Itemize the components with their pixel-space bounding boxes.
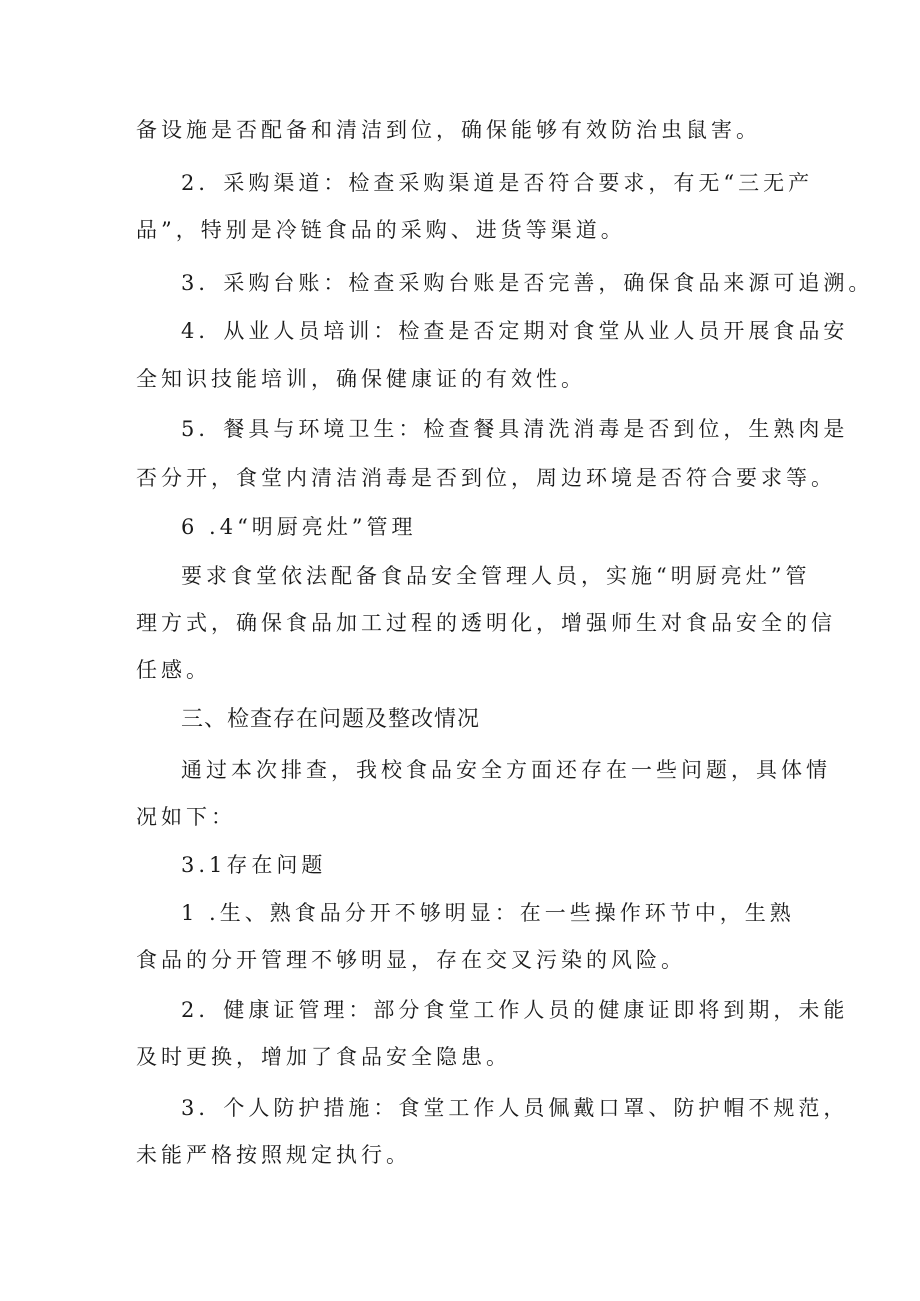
paragraph-bright-kitchen-2: 理方式，确保食品加工过程的透明化，增强师生对食品安全的信 — [136, 611, 836, 635]
item-tableware-hygiene: 5．餐具与环境卫生：检查餐具清洗消毒是否到位，生熟肉是 — [181, 417, 849, 441]
problem-personal-protection-cont: 未能严格按照规定执行。 — [136, 1143, 411, 1167]
problem-personal-protection: 3．个人防护措施：食堂工作人员佩戴口罩、防护帽不规范， — [181, 1096, 849, 1120]
paragraph-line-facilities-end: 备设施是否配备和清洁到位，确保能够有效防治虫鼠害。 — [136, 118, 761, 142]
item-staff-training-cont: 全知识技能培训，确保健康证的有效性。 — [136, 367, 586, 391]
paragraph-intro-2: 况如下： — [136, 805, 236, 829]
item-purchase-channels-cont: 品”，特别是冷链食品的采购、进货等渠道。 — [136, 218, 626, 242]
subsection-bright-kitchen: 6 .4“明厨亮灶”管理 — [181, 515, 417, 539]
item-purchase-channels: 2．采购渠道：检查采购渠道是否符合要求，有无“三无产 — [181, 171, 814, 195]
section-heading-problems: 三、检查存在问题及整改情况 — [181, 707, 481, 732]
problem-health-certificate: 2．健康证管理：部分食堂工作人员的健康证即将到期，未能 — [181, 998, 849, 1022]
paragraph-intro-1: 通过本次排查，我校食品安全方面还存在一些问题，具体情 — [181, 758, 831, 782]
subsection-existing-problems: 3.1存在问题 — [181, 853, 327, 877]
item-tableware-hygiene-cont: 否分开，食堂内清洁消毒是否到位，周边环境是否符合要求等。 — [136, 466, 836, 490]
item-purchase-ledger: 3．采购台账：检查采购台账是否完善，确保食品来源可追溯。 — [181, 271, 874, 295]
item-staff-training: 4．从业人员培训：检查是否定期对食堂从业人员开展食品安 — [181, 319, 849, 343]
problem-raw-cooked-separation-cont: 食品的分开管理不够明显，存在交叉污染的风险。 — [136, 948, 686, 972]
problem-raw-cooked-separation: 1 .生、熟食品分开不够明显：在一些操作环节中，生熟 — [181, 901, 795, 925]
paragraph-bright-kitchen-3: 任感。 — [136, 658, 211, 682]
problem-health-certificate-cont: 及时更换，增加了食品安全隐患。 — [136, 1045, 511, 1069]
paragraph-bright-kitchen-1: 要求食堂依法配备食品安全管理人员，实施“明厨亮灶”管 — [181, 564, 811, 588]
